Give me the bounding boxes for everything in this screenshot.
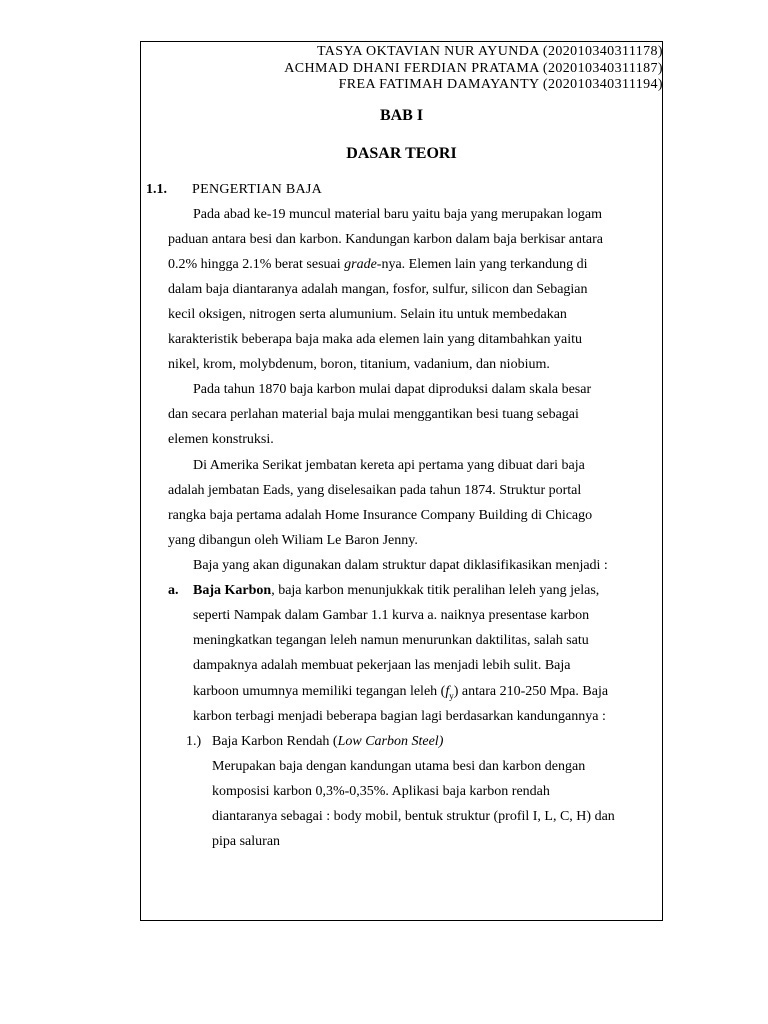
sublist-line: diantaranya sebagai : body mobil, bentuk struktur (profil I, L, C, H) dan [212,809,615,824]
paragraph-line: Pada abad ke-19 muncul material baru yaitu baja yang merupakan logam [193,207,602,222]
sublist-line: pipa saluran [212,834,281,849]
sublist-title: Baja Karbon Rendah (Low Carbon Steel) [212,734,444,749]
paragraph-line: karakteristik beberapa baja maka ada elemen lain yang ditambahkan yaitu [168,332,582,347]
list-item-line: karboon umumnya memiliki tegangan leleh $(f_y)$ antara 210-250 Mpa. Baja [193,684,609,701]
list-item-line: Baja Karbon, baja karbon menunjukkak titik peralihan leleh yang jelas, [193,583,600,598]
author-line: ACHMAD DHANI FERDIAN PRATAMA (202010340311187) [284,60,663,76]
section-title: PENGERTIAN BAJA [192,182,323,197]
paragraph-line: kecil oksigen, nitrogen serta alumunium. Selain itu untuk membedakan [168,307,567,322]
chapter-number: BAB I [379,107,424,124]
sublist-line: Merupakan baja dengan kandungan utama besi dan karbon dengan [212,759,586,774]
paragraph-line: yang dibangun oleh Wiliam Le Baron Jenny. [168,533,418,548]
paragraph-line: adalah jembatan Eads, yang diselesaikan pada tahun 1874. Struktur portal [168,483,582,498]
paragraph-line: rangka baja pertama adalah Home Insurance Company Building di Chicago [168,508,593,523]
paragraph-line: 0.2% hingga 2.1% berat sesuai grade-nya. Elemen lain yang terkandung di [168,257,588,272]
chapter-title: DASAR TEORI [346,145,457,162]
paragraph-line: paduan antara besi dan karbon. Kandungan karbon dalam baja berkisar antara [168,232,603,247]
paragraph-line: dan secara perlahan material baja mulai menggantikan besi tuang sebagai [168,407,579,422]
paragraph-line: Di Amerika Serikat jembatan kereta api pertama yang dibuat dari baja [193,458,585,473]
sublist-line: komposisi karbon 0,3%-0,35%. Aplikasi baja karbon rendah [212,784,550,799]
paragraph-line: Baja yang akan digunakan dalam struktur dapat diklasifikasikan menjadi : [193,558,608,573]
author-line: TASYA OKTAVIAN NUR AYUNDA (202010340311178) [316,44,663,59]
list-item-line: seperti Nampak dalam Gambar 1.1 kurva a. naiknya presentase karbon [193,608,590,623]
paragraph-line: Pada tahun 1870 baja karbon mulai dapat diproduksi dalam skala besar [193,382,592,397]
paragraph-line: nikel, krom, molybdenum, boron, titanium, vadanium, dan niobium. [168,357,550,372]
section-number: 1.1. [146,182,167,197]
list-marker: a. [168,583,179,598]
paragraph-line: dalam baja diantaranya adalah mangan, fosfor, sulfur, silicon dan Sebagian [168,282,588,297]
author-list [284,44,663,94]
sublist-marker: 1.) [186,734,202,749]
list-item-line: karbon terbagi menjadi beberapa bagian lagi berdasarkan kandungannya : [193,709,606,724]
author-line: FREA FATIMAH DAMAYANTY (202010340311194) [338,77,663,92]
list-item-line: dampaknya adalah membuat pekerjaan las menjadi lebih sulit. Baja [193,658,571,673]
list-item-line: meningkatkan tegangan leleh namun menurunkan daktilitas, salah satu [193,633,589,648]
paragraph-line: elemen konstruksi. [168,432,274,447]
